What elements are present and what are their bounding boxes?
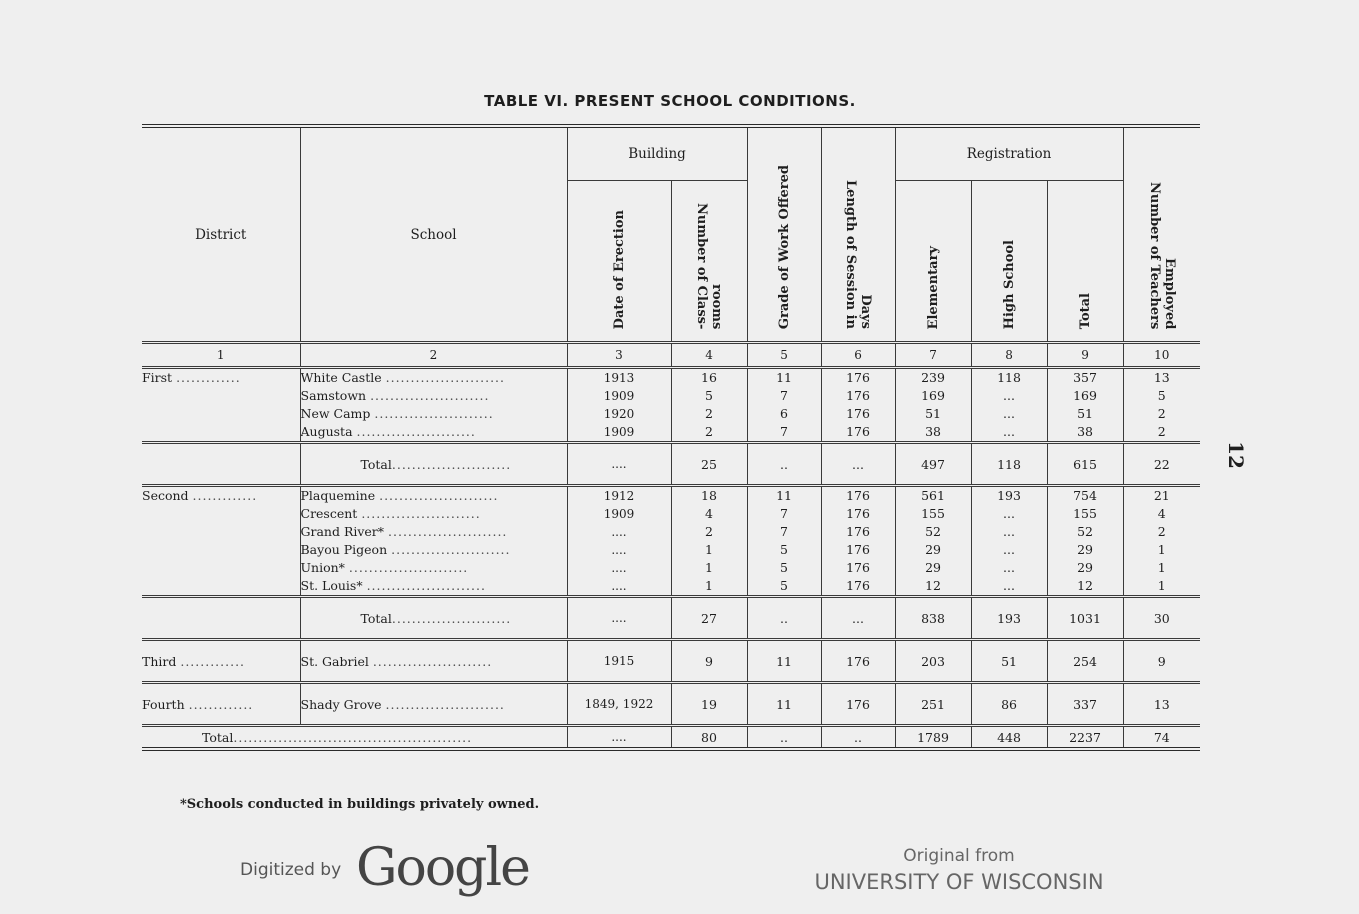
grade-cell: 5 (747, 541, 821, 559)
district-cell (142, 597, 300, 640)
column-number: 10 (1123, 343, 1200, 368)
district-cell (142, 405, 300, 423)
high-school-cell: 86 (971, 683, 1047, 726)
grade-cell: 11 (747, 368, 821, 388)
table-row (142, 683, 1200, 726)
school-name: Augusta (300, 424, 353, 439)
teachers-cell: 4 (1123, 505, 1200, 523)
school-name: St. Gabriel (300, 653, 369, 669)
dot-leader: ........................ (385, 696, 505, 712)
dot-leader: ........................ (361, 506, 481, 521)
days-cell: 176 (821, 368, 895, 388)
date-cell: 1909 (567, 387, 671, 405)
school-name: New Camp (300, 406, 371, 421)
date-cell: .... (567, 541, 671, 559)
days-cell: 176 (821, 559, 895, 577)
district-cell (142, 577, 300, 597)
district-third-group (142, 640, 1200, 683)
elementary-cell: 38 (895, 423, 971, 443)
district-second-total (142, 597, 1200, 640)
header-classrooms (671, 181, 747, 343)
column-number: 1 (142, 343, 300, 368)
header-teachers-line2: Employed (1161, 257, 1177, 329)
days-cell: ... (821, 597, 895, 640)
high-school-cell: ... (971, 541, 1047, 559)
header-total-text: Total (1077, 292, 1093, 329)
district-name: Third (142, 653, 177, 669)
district-cell (142, 683, 300, 726)
header-grade (747, 126, 821, 343)
elementary-cell: 12 (895, 577, 971, 597)
grade-cell: .. (747, 443, 821, 486)
grade-cell: 11 (747, 683, 821, 726)
column-number: 3 (567, 343, 671, 368)
school-name: White Castle (300, 370, 382, 385)
teachers-cell: 13 (1123, 683, 1200, 726)
high-school-cell: ... (971, 523, 1047, 541)
column-number: 6 (821, 343, 895, 368)
date-cell: .... (567, 559, 671, 577)
table-row (142, 541, 1200, 559)
school-name: St. Louis* (300, 578, 363, 593)
total-cell: 29 (1047, 559, 1123, 577)
dot-leader: ........................ (379, 488, 499, 503)
column-number: 8 (971, 343, 1047, 368)
header-row-1 (142, 126, 1200, 181)
original-from-label: Original from (903, 846, 1015, 866)
dot-leader: ........................ (391, 542, 511, 557)
district-cell (142, 505, 300, 523)
classrooms-cell: 19 (671, 683, 747, 726)
header-registration: Registration (895, 126, 1123, 181)
total-label-cell (300, 597, 567, 640)
elementary-cell: 29 (895, 541, 971, 559)
table-row (142, 423, 1200, 443)
total-cell: 155 (1047, 505, 1123, 523)
grade-cell: .. (747, 597, 821, 640)
dot-leader: ............. (192, 488, 258, 503)
elementary-cell: 52 (895, 523, 971, 541)
date-cell: 1909 (567, 505, 671, 523)
table-row (142, 559, 1200, 577)
classrooms-cell: 80 (671, 726, 747, 750)
district-name: Second (142, 488, 189, 503)
school-cell (300, 486, 567, 506)
teachers-cell: 1 (1123, 577, 1200, 597)
days-cell: 176 (821, 387, 895, 405)
header-district: District (195, 226, 247, 243)
total-cell: 615 (1047, 443, 1123, 486)
header-elementary (895, 181, 971, 343)
dot-leader: ........................ (348, 560, 469, 575)
school-name: Shady Grove (300, 696, 382, 712)
header-session (821, 126, 895, 343)
classrooms-cell: 2 (671, 405, 747, 423)
elementary-cell: 29 (895, 559, 971, 577)
teachers-cell: 1 (1123, 541, 1200, 559)
elementary-cell: 51 (895, 405, 971, 423)
school-cell (300, 577, 567, 597)
page-number: 12 (1223, 441, 1248, 469)
date-cell: 1849, 1922 (567, 683, 671, 726)
high-school-cell: ... (971, 423, 1047, 443)
school-name: Grand River* (300, 524, 385, 539)
header-classrooms-text (694, 195, 724, 337)
elementary-cell: 838 (895, 597, 971, 640)
days-cell: 176 (821, 541, 895, 559)
elementary-cell: 251 (895, 683, 971, 726)
grade-cell: 7 (747, 387, 821, 405)
school-cell (300, 523, 567, 541)
school-cell (300, 683, 567, 726)
header-elementary-text: Elementary (925, 245, 941, 329)
grade-cell: 5 (747, 577, 821, 597)
date-cell: .... (567, 523, 671, 541)
days-cell: 176 (821, 505, 895, 523)
header-building: Building (567, 126, 747, 181)
total-cell: 169 (1047, 387, 1123, 405)
classrooms-cell: 1 (671, 559, 747, 577)
dot-leader: ............. (188, 696, 254, 712)
elementary-cell: 155 (895, 505, 971, 523)
school-cell (300, 541, 567, 559)
header-total (1047, 181, 1123, 343)
table-row (142, 577, 1200, 597)
table-title: TABLE VI. PRESENT SCHOOL CONDITIONS. (484, 92, 856, 110)
district-first-group (142, 368, 1200, 443)
days-cell: 176 (821, 423, 895, 443)
district-cell (142, 368, 300, 388)
high-school-cell: ... (971, 577, 1047, 597)
dot-leader: ........................ (352, 729, 473, 745)
high-school-cell: 193 (971, 486, 1047, 506)
header-session-line1: Length of Session in (843, 180, 859, 329)
column-number-row (142, 343, 1200, 368)
days-cell: ... (821, 443, 895, 486)
elementary-cell: 1789 (895, 726, 971, 750)
dot-leader: ........................ (370, 388, 490, 403)
total-label: Total (360, 456, 392, 472)
total-cell: 357 (1047, 368, 1123, 388)
dot-leader: ........................ (366, 578, 486, 593)
total-row (142, 443, 1200, 486)
total-cell: 12 (1047, 577, 1123, 597)
high-school-cell: ... (971, 559, 1047, 577)
high-school-cell: 448 (971, 726, 1047, 750)
teachers-cell: 13 (1123, 368, 1200, 388)
header-date (567, 181, 671, 343)
classrooms-cell: 2 (671, 523, 747, 541)
total-row (142, 597, 1200, 640)
column-number: 4 (671, 343, 747, 368)
table-row (142, 505, 1200, 523)
dot-leader: ........................ (391, 610, 512, 626)
district-cell (142, 559, 300, 577)
total-cell: 754 (1047, 486, 1123, 506)
date-cell: 1912 (567, 486, 671, 506)
district-cell (142, 523, 300, 541)
total-label-cell (300, 443, 567, 486)
district-cell (142, 486, 300, 506)
grade-cell: 11 (747, 640, 821, 683)
dot-leader: ............. (180, 653, 246, 669)
total-cell: 29 (1047, 541, 1123, 559)
google-logo: Google (356, 838, 529, 898)
school-conditions-table (142, 124, 1200, 751)
table-row (142, 368, 1200, 388)
elementary-cell: 497 (895, 443, 971, 486)
header-classrooms-line1: Number of Class- (694, 202, 709, 329)
school-cell (300, 640, 567, 683)
grand-total-label-cell (142, 726, 567, 750)
dot-leader: ........................ (356, 424, 476, 439)
school-cell (300, 368, 567, 388)
table-row (142, 523, 1200, 541)
high-school-cell: ... (971, 387, 1047, 405)
grand-total-row (142, 726, 1200, 750)
header-high-school (971, 181, 1047, 343)
grand-total-label: Total (202, 729, 234, 745)
school-name: Samstown (300, 388, 367, 403)
district-fourth-group (142, 683, 1200, 726)
school-name: Bayou Pigeon (300, 542, 388, 557)
high-school-cell: ... (971, 505, 1047, 523)
district-name: Fourth (142, 696, 185, 712)
date-cell: .... (567, 577, 671, 597)
district-cell (142, 541, 300, 559)
teachers-cell: 9 (1123, 640, 1200, 683)
days-cell: 176 (821, 523, 895, 541)
header-classrooms-line2: rooms (709, 283, 724, 329)
table-row (142, 486, 1200, 506)
school-name: Crescent (300, 506, 358, 521)
dot-leader: ........................ (388, 524, 508, 539)
teachers-cell: 2 (1123, 423, 1200, 443)
university-label: UNIVERSITY OF WISCONSIN (814, 870, 1104, 894)
classrooms-cell: 27 (671, 597, 747, 640)
days-cell: 176 (821, 640, 895, 683)
school-name: Union* (300, 560, 345, 575)
days-cell: 176 (821, 683, 895, 726)
teachers-cell: 22 (1123, 443, 1200, 486)
teachers-cell: 2 (1123, 405, 1200, 423)
school-name: Plaquemine (300, 488, 376, 503)
school-cell (300, 505, 567, 523)
days-cell: 176 (821, 405, 895, 423)
classrooms-cell: 2 (671, 423, 747, 443)
classrooms-cell: 5 (671, 387, 747, 405)
elementary-cell: 203 (895, 640, 971, 683)
total-cell: 2237 (1047, 726, 1123, 750)
classrooms-cell: 9 (671, 640, 747, 683)
grade-cell: 11 (747, 486, 821, 506)
teachers-cell: 5 (1123, 387, 1200, 405)
district-cell (142, 640, 300, 683)
classrooms-cell: 1 (671, 541, 747, 559)
table-row (142, 640, 1200, 683)
date-cell: .... (567, 443, 671, 486)
grade-cell: 7 (747, 523, 821, 541)
dot-leader: ........................ (374, 406, 494, 421)
high-school-cell: ... (971, 405, 1047, 423)
days-cell: .. (821, 726, 895, 750)
days-cell: 176 (821, 577, 895, 597)
column-number: 9 (1047, 343, 1123, 368)
header-teachers-line1: Number of Teachers (1146, 181, 1162, 329)
header-date-text: Date of Erection (611, 209, 627, 329)
total-cell: 51 (1047, 405, 1123, 423)
header-teachers (1123, 126, 1200, 343)
high-school-cell: 51 (971, 640, 1047, 683)
header-session-line2: Days (858, 294, 874, 329)
district-cell (142, 423, 300, 443)
total-cell: 38 (1047, 423, 1123, 443)
elementary-cell: 239 (895, 368, 971, 388)
teachers-cell: 30 (1123, 597, 1200, 640)
table-row (142, 405, 1200, 423)
classrooms-cell: 18 (671, 486, 747, 506)
total-label: Total (360, 610, 392, 626)
grade-cell: 6 (747, 405, 821, 423)
date-cell: 1920 (567, 405, 671, 423)
school-cell (300, 387, 567, 405)
grade-cell: 7 (747, 423, 821, 443)
date-cell: 1909 (567, 423, 671, 443)
grade-cell: 5 (747, 559, 821, 577)
footnote: *Schools conducted in buildings privately owned. (180, 797, 540, 812)
date-cell: 1913 (567, 368, 671, 388)
total-cell: 1031 (1047, 597, 1123, 640)
classrooms-cell: 4 (671, 505, 747, 523)
high-school-cell: 118 (971, 443, 1047, 486)
teachers-cell: 1 (1123, 559, 1200, 577)
grand-total-group (142, 726, 1200, 750)
header-high-school-text: High School (1001, 239, 1017, 329)
district-cell (142, 387, 300, 405)
classrooms-cell: 16 (671, 368, 747, 388)
original-from-block (797, 846, 1121, 894)
teachers-cell: 21 (1123, 486, 1200, 506)
district-cell (142, 443, 300, 486)
days-cell: 176 (821, 486, 895, 506)
grade-cell: 7 (747, 505, 821, 523)
district-first-total (142, 443, 1200, 486)
classrooms-cell: 25 (671, 443, 747, 486)
teachers-cell: 2 (1123, 523, 1200, 541)
dot-leader: ........................ (385, 370, 505, 385)
high-school-cell: 118 (971, 368, 1047, 388)
total-cell: 337 (1047, 683, 1123, 726)
elementary-cell: 169 (895, 387, 971, 405)
column-number: 5 (747, 343, 821, 368)
header-session-text (843, 172, 873, 337)
table-row (142, 387, 1200, 405)
dot-leader: ........................ (391, 456, 512, 472)
column-number: 2 (300, 343, 567, 368)
date-cell: .... (567, 726, 671, 750)
classrooms-cell: 1 (671, 577, 747, 597)
date-cell: .... (567, 597, 671, 640)
district-name: First (142, 370, 173, 385)
dot-leader: ............. (176, 370, 241, 385)
school-cell (300, 405, 567, 423)
district-second-group (142, 486, 1200, 597)
teachers-cell: 74 (1123, 726, 1200, 750)
total-cell: 52 (1047, 523, 1123, 541)
header-school: School (300, 126, 567, 343)
header-grade-text: Grade of Work Offered (776, 164, 792, 329)
school-cell (300, 559, 567, 577)
header-teachers-text (1147, 174, 1177, 337)
school-cell (300, 423, 567, 443)
dot-leader: ........................ (372, 653, 493, 669)
total-cell: 254 (1047, 640, 1123, 683)
date-cell: 1915 (567, 640, 671, 683)
high-school-cell: 193 (971, 597, 1047, 640)
digitized-by-label: Digitized by (240, 860, 342, 880)
grade-cell: .. (747, 726, 821, 750)
elementary-cell: 561 (895, 486, 971, 506)
column-number: 7 (895, 343, 971, 368)
dot-leader: ........................ (233, 729, 353, 745)
